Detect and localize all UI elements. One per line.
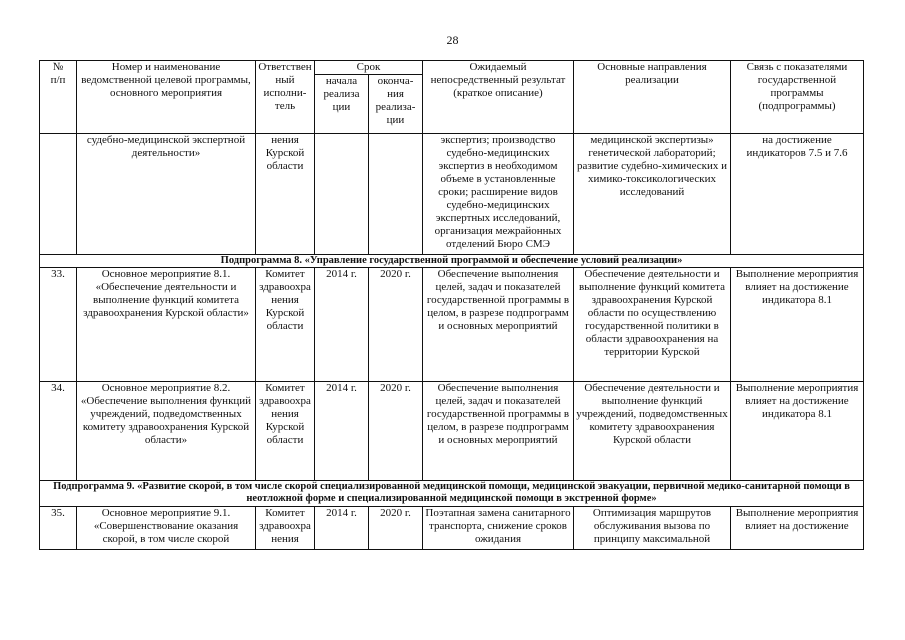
row-link: Выполнение мероприятия влияет на достижение индикатора 8.1 (731, 268, 864, 382)
header-name: Номер и наименование ведомственной целевой программы, основного мероприятия (77, 61, 256, 134)
row-responsible: Комитет здравоохра нения Курской области (256, 268, 315, 382)
row-responsible: нения Курской области (256, 134, 315, 255)
row-responsible: Комитет здравоохра нения (256, 507, 315, 550)
row-expected: Обеспечение выполнения целей, задач и показателей государственной программы в целом, в разрезе подпрограмм и основных мероприятий (423, 268, 574, 382)
subprogram-title: Подпрограмма 8. «Управление государственной программой и обеспечение условий реализации» (40, 255, 864, 268)
page-number: 28 (446, 33, 459, 47)
row-name: Основное мероприятие 8.2. «Обеспечение выполнения функций учреждений, подведомственных комитету здравоохранения Курской области» (77, 382, 256, 481)
row-end: 2020 г. (369, 507, 423, 550)
row-link: Выполнение мероприятия влияет на достижение (731, 507, 864, 550)
header-link: Связь с показателями государственной программы (подпрограммы) (731, 61, 864, 134)
row-start (315, 134, 369, 255)
program-table (39, 60, 864, 550)
header-start: начала реализа ции (315, 75, 369, 134)
header-row (40, 61, 864, 75)
row-link: Выполнение мероприятия влияет на достижение индикатора 8.1 (731, 382, 864, 481)
header-num: № п/п (40, 61, 77, 134)
header-directions: Основные направления реализации (574, 61, 731, 134)
row-start: 2014 г. (315, 268, 369, 382)
row-num: 35. (40, 507, 77, 550)
row-directions: Обеспечение деятельности и выполнение функций учреждений, подведомственных комитету здравоохранения Курской области (574, 382, 731, 481)
row-end: 2020 г. (369, 268, 423, 382)
header-term: Срок (315, 61, 423, 75)
header-end: оконча- ния реализа- ции (369, 75, 423, 134)
row-directions: Оптимизация маршрутов обслуживания вызова по принципу максимальной (574, 507, 731, 550)
row-link: на достижение индикаторов 7.5 и 7.6 (731, 134, 864, 255)
table-row (40, 507, 864, 550)
row-name: судебно-медицинской экспертной деятельности» (77, 134, 256, 255)
subprogram-title: Подпрограмма 9. «Развитие скорой, в том числе скорой специализированной медицинской помощи, медицинской эвакуации, первичной медико-санитарной помощи в неотложной форме и специализированной медицинской помощи в экстренной форме» (40, 481, 864, 507)
row-expected: Обеспечение выполнения целей, задач и показателей государственной программы в целом, в разрезе подпрограмм и основных мероприятий (423, 382, 574, 481)
row-name: Основное мероприятие 8.1. «Обеспечение деятельности и выполнение функций комитета здравоохранения Курской области» (77, 268, 256, 382)
subprogram-row (40, 255, 864, 268)
row-expected: Поэтапная замена санитарного транспорта, снижение сроков ожидания (423, 507, 574, 550)
row-num (40, 134, 77, 255)
row-responsible: Комитет здравоохра нения Курской области (256, 382, 315, 481)
header-expected: Ожидаемый непосредственный результат (краткое описание) (423, 61, 574, 134)
subprogram-row (40, 481, 864, 507)
table-row (40, 268, 864, 382)
row-directions: Обеспечение деятельности и выполнение функций комитета здравоохранения Курской области по осуществлению государственной политики в области здравоохранения на территории Курской (574, 268, 731, 382)
table-row (40, 134, 864, 255)
row-start: 2014 г. (315, 382, 369, 481)
row-name: Основное мероприятие 9.1. «Совершенствование оказания скорой, в том числе скорой (77, 507, 256, 550)
row-directions: медицинской экспертизы» генетической лабораторий; развитие судебно-химических и химико-токсикологических исследований (574, 134, 731, 255)
row-end: 2020 г. (369, 382, 423, 481)
table-row (40, 382, 864, 481)
header-responsible: Ответствен ный исполни- тель (256, 61, 315, 134)
row-start: 2014 г. (315, 507, 369, 550)
row-end (369, 134, 423, 255)
row-num: 34. (40, 382, 77, 481)
row-expected: экспертиз; производство судебно-медицинских экспертиз в необходимом объеме в установленные сроки; расширение видов судебно-медицинских экспертных исследований, организация межрайонных отделений Бюро СМЭ (423, 134, 574, 255)
row-num: 33. (40, 268, 77, 382)
